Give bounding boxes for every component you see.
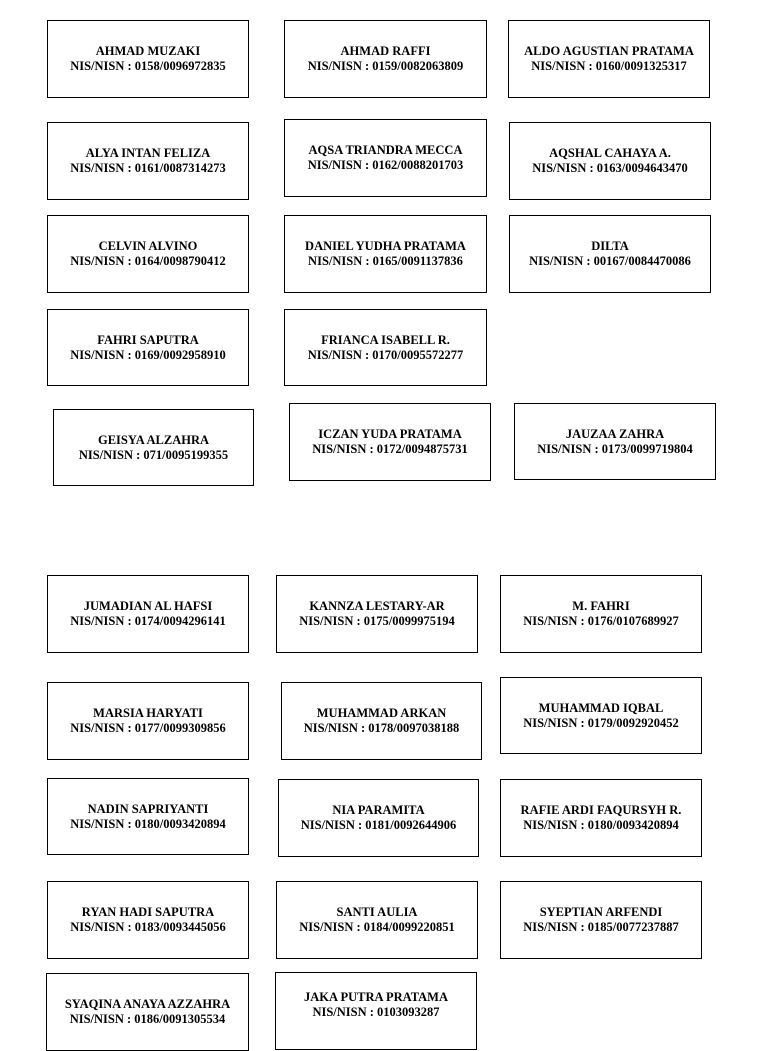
student-label-card: [500, 779, 702, 857]
student-name: CELVIN ALVINO: [98, 239, 198, 253]
student-nis: NIS/NISN : 00167/0084470086: [529, 254, 691, 268]
student-label-card: [47, 881, 249, 959]
student-label-card: [514, 403, 716, 480]
student-nis: NIS/NISN : 0160/0091325317: [531, 59, 687, 73]
student-name: NIA PARAMITA: [332, 803, 425, 817]
student-label-card: [276, 575, 478, 653]
student-name: MUHAMMAD IQBAL: [538, 700, 664, 715]
student-name: SANTI AULIA: [336, 905, 418, 919]
student-label-card: [284, 119, 487, 197]
student-label-card: [47, 215, 249, 293]
student-name: GEISYA ALZAHRA: [97, 432, 210, 447]
student-label-card: [284, 309, 487, 386]
student-label-card: [500, 881, 702, 959]
student-label-card: [284, 20, 487, 98]
student-name: MARSIA HARYATI: [93, 706, 203, 720]
student-name: SYEPTIAN ARFENDI: [539, 905, 663, 919]
student-nis: NIS/NISN : 0103093287: [312, 1005, 440, 1019]
student-label-card: [47, 122, 249, 200]
student-nis: NIS/NISN : 0163/0094643470: [532, 161, 688, 175]
student-label-card: [47, 778, 249, 855]
student-name: SYAQINA ANAYA AZZAHRA: [64, 997, 231, 1011]
student-nis: NIS/NISN : 0164/0098790412: [70, 254, 226, 268]
student-label-card: [289, 403, 491, 481]
student-label-card: [275, 972, 477, 1050]
student-nis: NIS/NISN : 0186/0091305534: [69, 1012, 226, 1026]
student-name: NADIN SAPRIYANTI: [87, 801, 209, 816]
student-label-card: [284, 215, 487, 293]
student-nis: NIS/NISN : 0176/0107689927: [523, 614, 679, 628]
student-nis: NIS/NISN : 0159/0082063809: [307, 59, 464, 73]
student-label-card: [53, 409, 254, 486]
student-label-card: [46, 973, 249, 1051]
student-name: ALYA INTAN FELIZA: [85, 146, 211, 160]
student-name: KANNZA LESTARY-AR: [309, 599, 445, 613]
student-nis: NIS/NISN : 0175/0099975194: [299, 614, 455, 628]
student-name: ALDO AGUSTIAN PRATAMA: [524, 44, 694, 58]
student-name: RYAN HADI SAPUTRA: [81, 905, 215, 919]
student-name: DILTA: [591, 239, 629, 253]
student-nis: NIS/NISN : 0179/0092920452: [523, 715, 679, 730]
student-label-card: [509, 215, 711, 293]
student-nis: NIS/NISN : 0172/0094875731: [312, 442, 468, 456]
student-nis: NIS/NISN : 0161/0087314273: [70, 161, 226, 175]
student-nis: NIS/NISN : 071/0095199355: [78, 447, 229, 462]
student-name: MUHAMMAD ARKAN: [316, 706, 447, 720]
student-name: AQSHAL CAHAYA A.: [549, 146, 671, 160]
student-label-card: [278, 779, 479, 857]
student-nis: NIS/NISN : 0169/0092958910: [70, 347, 226, 362]
student-label-card: [508, 20, 710, 98]
student-label-card: [47, 575, 249, 653]
student-label-card: [47, 682, 249, 760]
student-name: ICZAN YUDA PRATAMA: [318, 427, 462, 441]
student-nis: NIS/NISN : 0177/0099309856: [70, 721, 226, 735]
student-nis: NIS/NISN : 0178/0097038188: [303, 721, 460, 735]
student-name: M. FAHRI: [572, 599, 630, 613]
student-nis: NIS/NISN : 0158/0096972835: [70, 59, 226, 73]
student-name: RAFIE ARDI FAQURSYH R.: [520, 803, 682, 817]
student-nis: NIS/NISN : 0173/0099719804: [537, 441, 693, 456]
student-name: AHMAD MUZAKI: [95, 44, 201, 58]
student-nis: NIS/NISN : 0180/0093420894: [70, 816, 226, 831]
student-name: FRIANCA ISABELL R.: [321, 332, 450, 347]
student-label-card: [276, 881, 478, 959]
student-nis: NIS/NISN : 0162/0088201703: [307, 158, 464, 172]
student-label-card: [509, 122, 711, 200]
student-label-card: [47, 20, 249, 98]
student-name: JAUZAA ZAHRA: [565, 426, 665, 441]
student-nis: NIS/NISN : 0170/0095572277: [307, 347, 464, 362]
student-label-card: [281, 682, 482, 760]
student-name: AHMAD RAFFI: [340, 44, 431, 58]
student-nis: NIS/NISN : 0165/0091137836: [308, 254, 463, 268]
student-name: DANIEL YUDHA PRATAMA: [305, 239, 466, 253]
student-nis: NIS/NISN : 0180/0093420894: [523, 818, 679, 832]
student-name: JAKA PUTRA PRATAMA: [304, 990, 448, 1004]
student-nis: NIS/NISN : 0184/0099220851: [299, 920, 455, 934]
student-nis: NIS/NISN : 0185/0077237887: [523, 920, 679, 934]
student-label-card: [500, 677, 702, 754]
student-nis: NIS/NISN : 0174/0094296141: [70, 614, 226, 628]
student-name: JUMADIAN AL HAFSI: [83, 599, 213, 613]
student-label-card: [500, 575, 702, 653]
student-label-card: [47, 309, 249, 386]
student-nis: NIS/NISN : 0183/0093445056: [70, 920, 226, 934]
student-nis: NIS/NISN : 0181/0092644906: [300, 818, 457, 832]
student-name: AQSA TRIANDRA MECCA: [308, 143, 463, 157]
student-name: FAHRI SAPUTRA: [97, 332, 199, 347]
